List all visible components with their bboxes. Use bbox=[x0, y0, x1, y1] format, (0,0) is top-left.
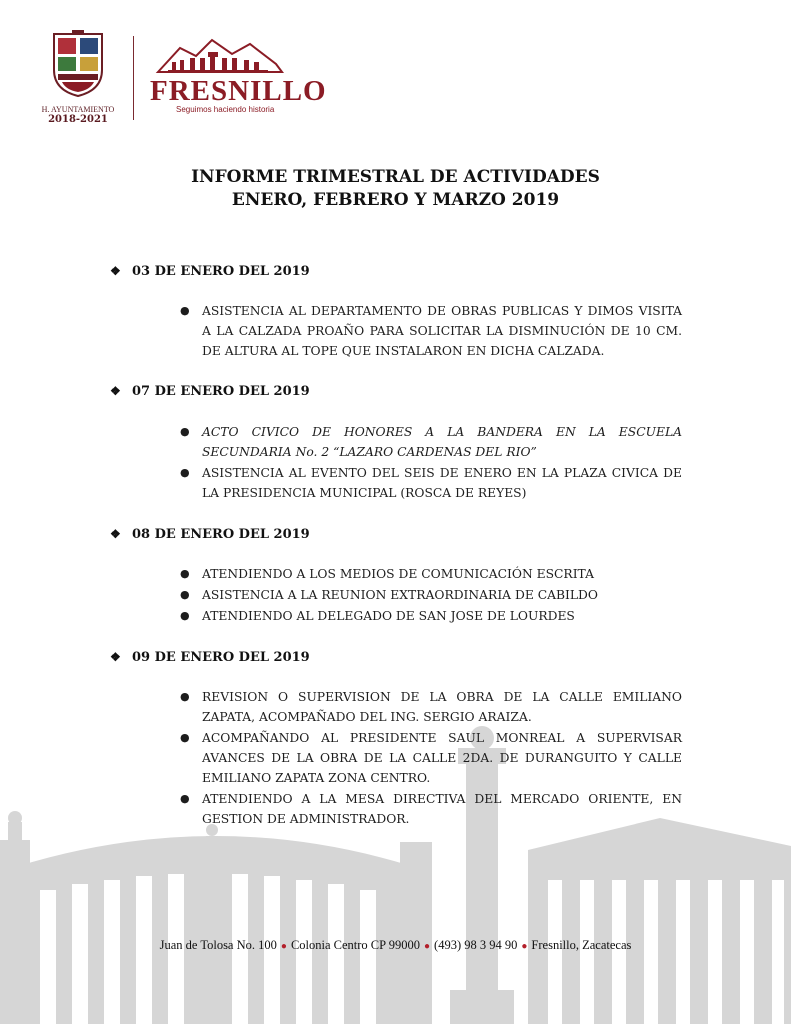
coat-of-arms-icon bbox=[50, 30, 106, 98]
list-item: ● ATENDIENDO A LOS MEDIOS DE COMUNICACIÓN ESCRITA bbox=[180, 564, 682, 584]
administration-years: 2018-2021 bbox=[48, 114, 108, 125]
list-item: ● ASISTENCIA A LA REUNION EXTRAORDINARIA DE CABILDO bbox=[180, 585, 682, 605]
list-item: ● ASISTENCIA AL DEPARTAMENTO DE OBRAS PUBLICAS Y DIMOS VISITA A LA CALZADA PROAÑO PARA SOLICITAR LA DISMINUCIÓN DE 10 CM. DE ALTURA AL TOPE QUE INSTALARON EN DICHA CALZADA. bbox=[180, 301, 682, 361]
colonia-cp: Colonia Centro CP 99000 bbox=[290, 938, 420, 952]
separator-dot-icon: ● bbox=[280, 941, 287, 952]
diamond-bullet-icon: ❖ bbox=[110, 527, 121, 541]
diamond-bullet-icon: ❖ bbox=[110, 384, 121, 398]
street-address: Juan de Tolosa No. 100 bbox=[159, 938, 277, 952]
section-date bbox=[110, 381, 710, 401]
report-title bbox=[0, 166, 791, 212]
activity-list bbox=[180, 564, 682, 627]
skyline-icon bbox=[150, 34, 290, 74]
section-09-enero bbox=[110, 647, 710, 826]
bullet-icon: ● bbox=[180, 304, 190, 317]
footer-address bbox=[0, 938, 791, 953]
separator-dot-icon: ● bbox=[424, 941, 431, 952]
activity-list bbox=[180, 687, 682, 830]
section-date-text: 07 DE ENERO DEL 2019 bbox=[132, 384, 310, 399]
bullet-icon: ● bbox=[180, 466, 190, 479]
title-line-1: INFORME TRIMESTRAL DE ACTIVIDADES bbox=[191, 167, 600, 187]
fresnillo-logo bbox=[150, 34, 327, 114]
section-date bbox=[110, 647, 710, 667]
bullet-icon: ● bbox=[180, 609, 190, 622]
seal-label: H. AYUNTAMIENTO bbox=[41, 105, 115, 114]
bullet-icon: ● bbox=[180, 588, 190, 601]
bullet-icon: ● bbox=[180, 690, 190, 703]
letterhead bbox=[0, 0, 791, 130]
list-item: ● ACTO CIVICO DE HONORES A LA BANDERA EN LA ESCUELA SECUNDARIA No. 2 “LAZARO CARDENAS DEL RIO” bbox=[180, 422, 682, 462]
diamond-bullet-icon: ❖ bbox=[110, 650, 121, 664]
list-item: ● ATENDIENDO AL DELEGADO DE SAN JOSE DE LOURDES bbox=[180, 606, 682, 626]
title-line-2: ENERO, FEBRERO Y MARZO 2019 bbox=[231, 190, 560, 210]
diamond-bullet-icon: ❖ bbox=[110, 264, 121, 278]
activity-list bbox=[180, 301, 682, 362]
list-item: ● REVISION O SUPERVISION DE LA OBRA DE LA CALLE EMILIANO ZAPATA, ACOMPAÑADO DEL ING. SERGIO ARAIZA. bbox=[180, 687, 682, 727]
brand-tagline: Seguimos haciendo historia bbox=[176, 105, 275, 114]
bullet-icon: ● bbox=[180, 567, 190, 580]
section-07-enero bbox=[110, 381, 710, 500]
bullet-icon: ● bbox=[180, 425, 190, 438]
section-date-text: 09 DE ENERO DEL 2019 bbox=[132, 650, 310, 665]
activity-list bbox=[180, 422, 682, 504]
city: Fresnillo, Zacatecas bbox=[531, 938, 632, 952]
section-date-text: 03 DE ENERO DEL 2019 bbox=[132, 264, 310, 279]
municipal-seal bbox=[38, 30, 118, 125]
section-08-enero bbox=[110, 524, 710, 623]
section-date bbox=[110, 261, 710, 281]
phone-number: (493) 98 3 94 90 bbox=[434, 938, 518, 952]
bullet-icon: ● bbox=[180, 731, 190, 744]
list-item: ● ASISTENCIA AL EVENTO DEL SEIS DE ENERO EN LA PLAZA CIVICA DE LA PRESIDENCIA MUNICIPAL (ROSCA DE REYES) bbox=[180, 463, 682, 503]
header-divider bbox=[133, 36, 134, 120]
list-item: ● ACOMPAÑANDO AL PRESIDENTE SAUL MONREAL A SUPERVISAR AVANCES DE LA OBRA DE LA CALLE 2DA. DE DURANGUITO Y CALLE EMILIANO ZAPATA ZONA CENTRO. bbox=[180, 728, 682, 788]
brand-name: FRESNILLO bbox=[150, 75, 327, 107]
list-item: ● ATENDIENDO A LA MESA DIRECTIVA DEL MERCADO ORIENTE, EN GESTION DE ADMINISTRADOR. bbox=[180, 789, 682, 829]
section-03-enero bbox=[110, 261, 710, 358]
separator-dot-icon: ● bbox=[521, 941, 528, 952]
section-date bbox=[110, 524, 710, 544]
bullet-icon: ● bbox=[180, 792, 190, 805]
section-date-text: 08 DE ENERO DEL 2019 bbox=[132, 527, 310, 542]
